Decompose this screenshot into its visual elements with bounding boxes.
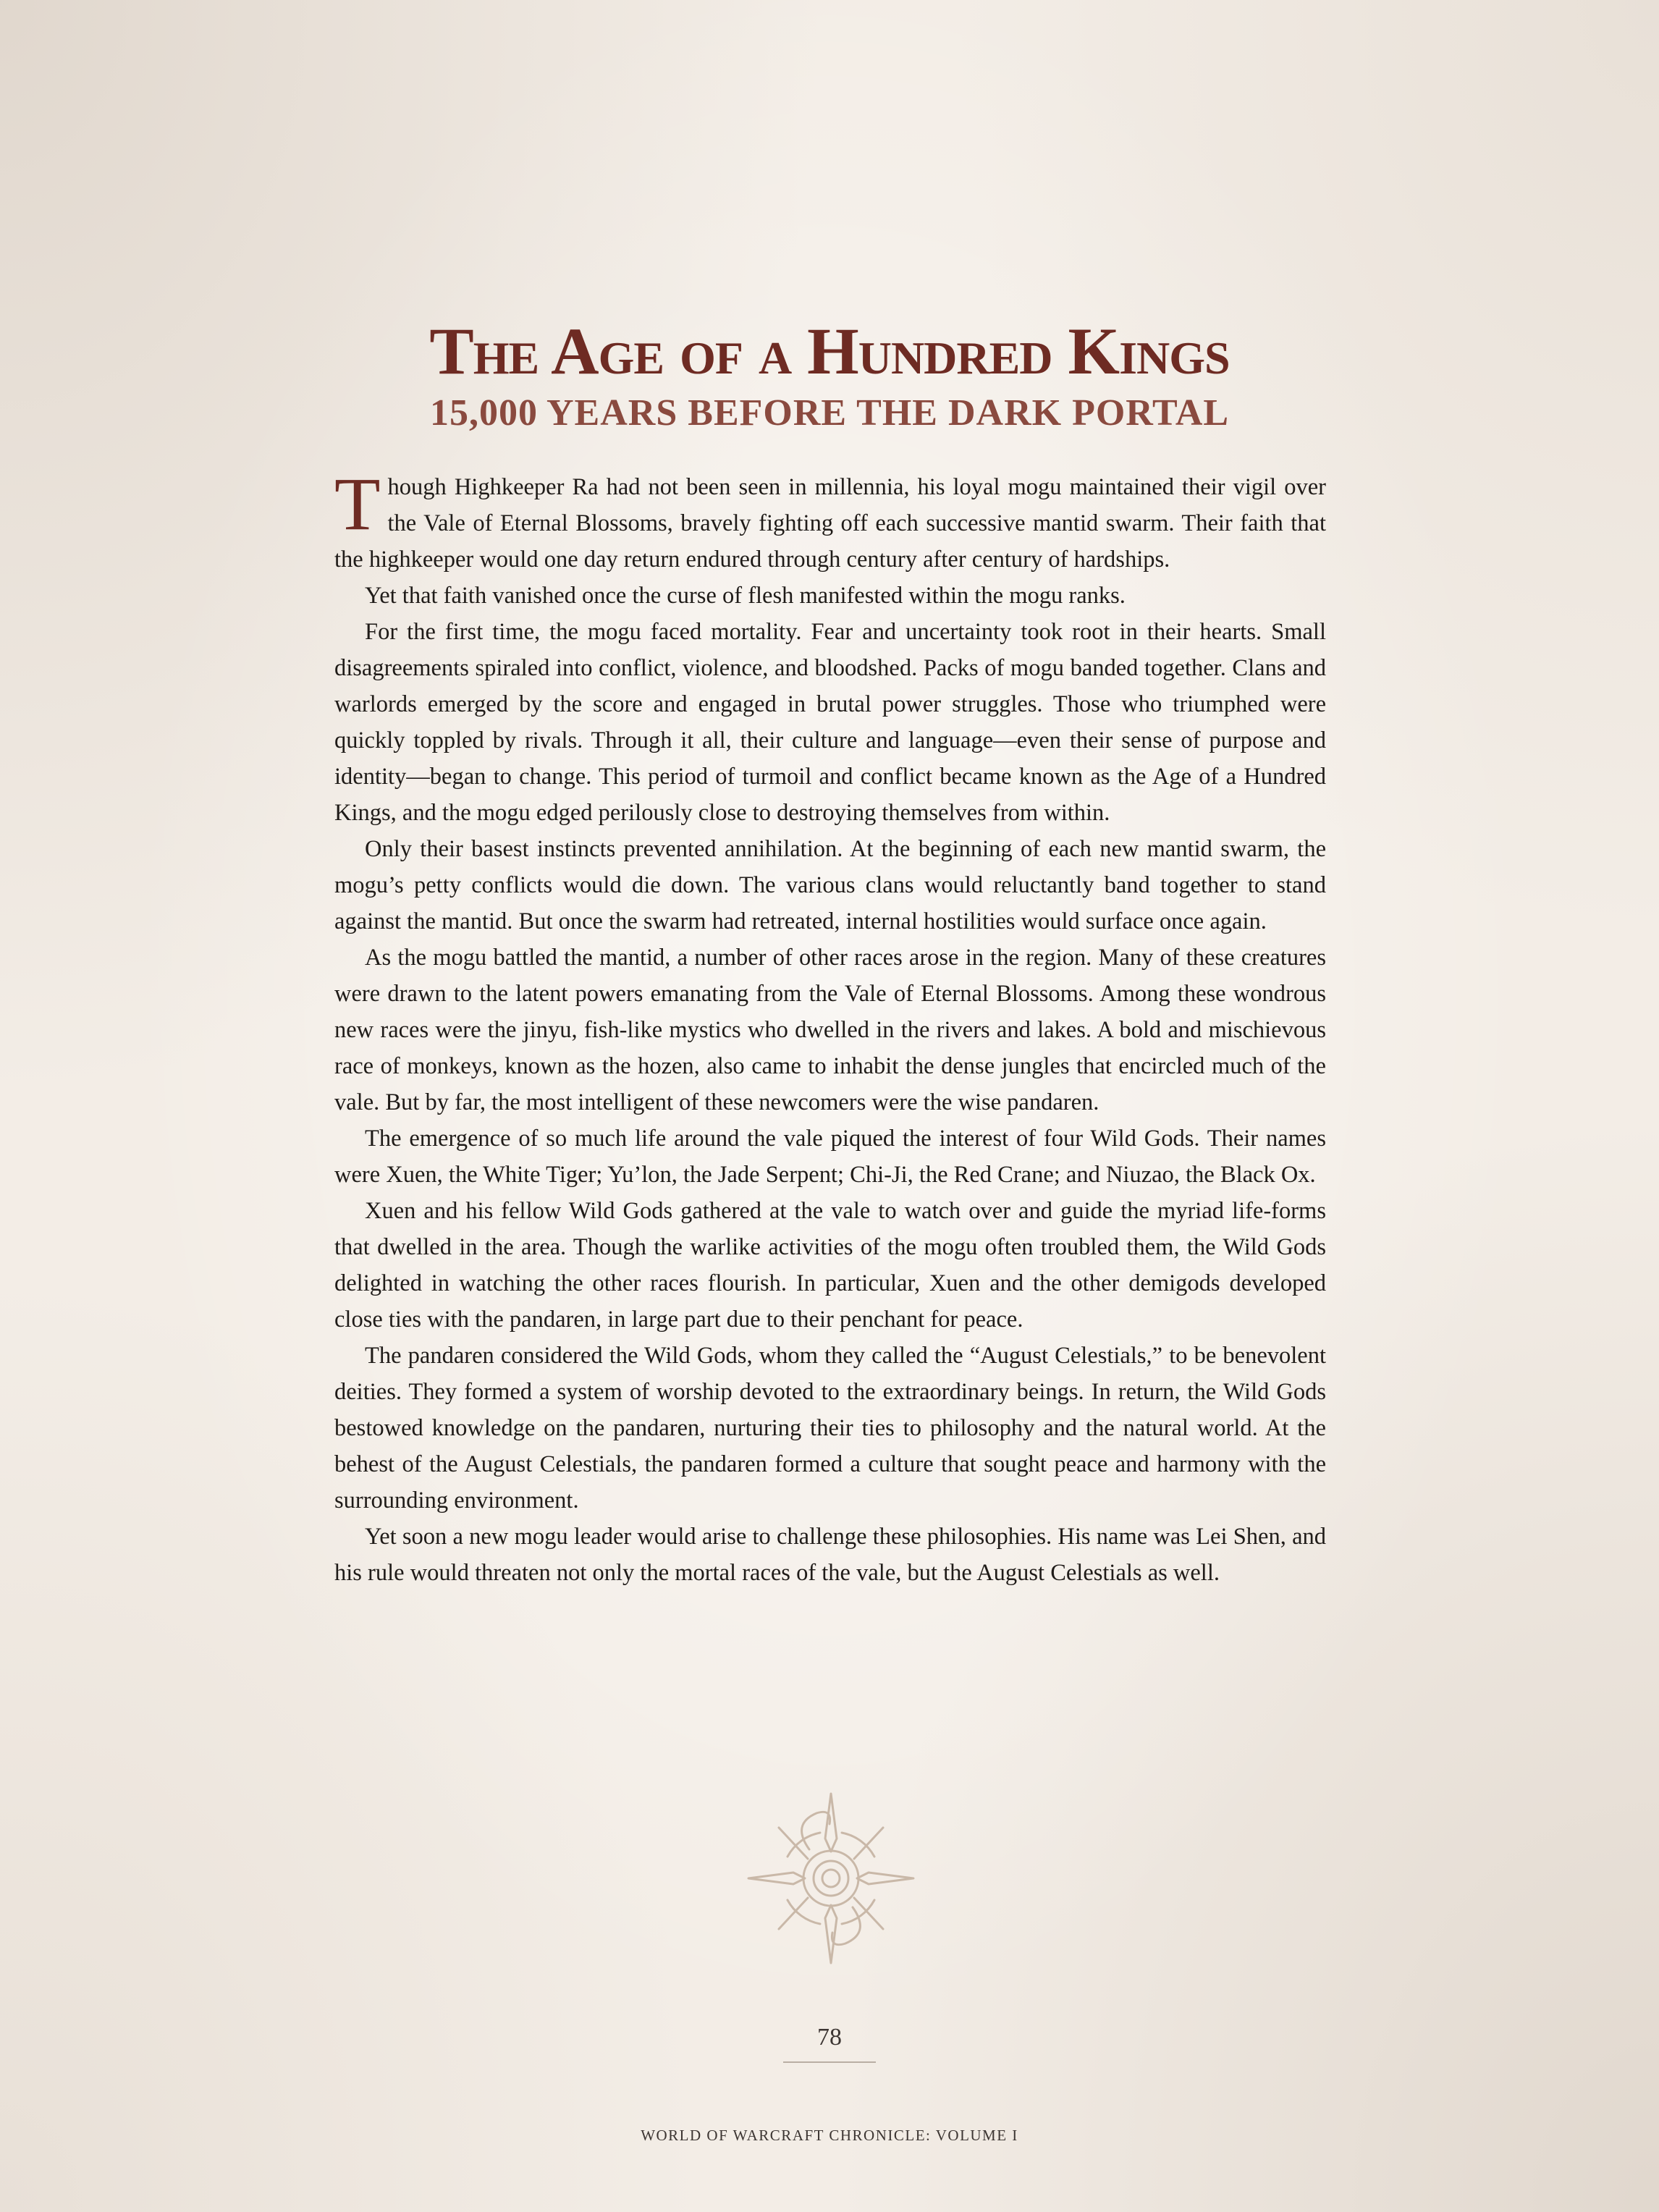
page-number-divider xyxy=(783,2061,876,2063)
paragraph xyxy=(334,463,1326,578)
paragraph-text: hough Highkeeper Ra had not been seen in millennia, his loyal mogu maintained their vigil over the Vale of Eternal Blossoms, bravely fighting off each successive mantid swarm. Their faith that the highkeeper would one day return endured through century after century of hardships. xyxy=(334,474,1326,573)
running-footer-title: WORLD OF WARCRAFT CHRONICLE: VOLUME I xyxy=(641,2127,1018,2144)
paragraph: As the mogu battled the mantid, a number of other races arose in the region. Many of these creatures were drawn to the latent powers emanating from the Vale of Eternal Blossoms. Among these wondrous new races were the jinyu, fish-like mystics who dwelled in the rivers and lakes. A bold and mischievous race of monkeys, known as the hozen, also came to inhabit the dense jungles that encircled much of the vale. But by far, the most intelligent of these newcomers were the wise pandaren. xyxy=(334,945,1326,1115)
page-number: 78 xyxy=(817,2024,842,2051)
paragraph: Xuen and his fellow Wild Gods gathered at the vale to watch over and guide the myriad life-forms that dwelled in the area. Though the warlike activities of the mogu often troubled them, the Wild Gods delighted in watching the other races flourish. In particular, Xuen and the other demigods developed close ties with the pandaren, in large part due to their penchant for peace. xyxy=(334,1198,1326,1333)
chapter-heading xyxy=(0,311,1659,436)
paragraph: Yet that faith vanished once the curse of flesh manifested within the mogu ranks. xyxy=(365,583,1126,609)
paragraph: The pandaren considered the Wild Gods, whom they called the “August Celestials,” to be benevolent deities. They formed a system of worship devoted to the extraordinary beings. In return, the Wild Gods bestowed knowledge on the pandaren, nurturing their ties to philosophy and the natural world. At the behest of the August Celestials, the pandaren formed a culture that sought peace and harmony with the surrounding environment. xyxy=(334,1343,1326,1514)
chapter-subtitle: 15,000 YEARS BEFORE THE DARK PORTAL xyxy=(429,392,1230,434)
paragraph: The emergence of so much life around the vale piqued the interest of four Wild Gods. Their names were Xuen, the White Tiger; Yu’lon, the Jade Serpent; Chi-Ji, the Red Crane; and Niuzao, the Black Ox. xyxy=(334,1126,1326,1188)
paragraph: Yet soon a new mogu leader would arise to challenge these philosophies. His name was Lei Shen, and his rule would threaten not only the mortal races of the vale, but the August Celestials as well. xyxy=(334,1524,1326,1586)
chapter-body xyxy=(334,463,1326,1591)
chapter-title: The Age of a Hundred Kings xyxy=(429,314,1230,388)
drop-cap: T xyxy=(334,463,381,546)
paragraph: For the first time, the mogu faced mortality. Fear and uncertainty took root in their hearts. Small disagreements spiraled into conflict, violence, and bloodshed. Packs of mogu banded together. Clans and warlords emerged by the score and engaged in brutal power struggles. Those who triumphed were quickly toppled by rivals. Through it all, their culture and language—even their sense of purpose and identity—began to change. This period of turmoil and conflict became known as the Age of a Hundred Kings, and the mogu edged perilously close to destroying themselves from within. xyxy=(334,619,1326,826)
compass-emblem-icon xyxy=(744,1788,918,1969)
paragraph: Only their basest instincts prevented annihilation. At the beginning of each new mantid swarm, the mogu’s petty conflicts would die down. The various clans would reluctantly band together to stand against the mantid. But once the swarm had retreated, internal hostilities would surface once again. xyxy=(334,836,1326,934)
